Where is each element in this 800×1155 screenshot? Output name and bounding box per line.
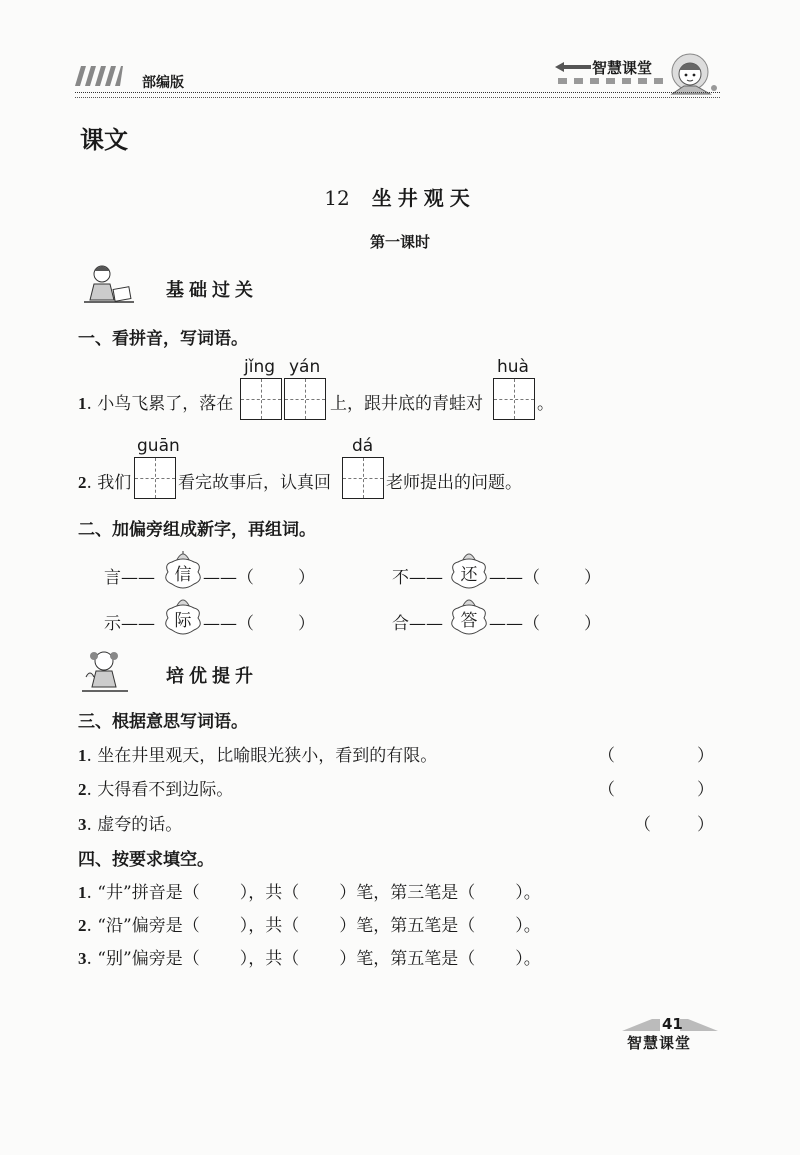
paren-open: （ bbox=[237, 568, 254, 588]
q3-num-1: 1 bbox=[78, 746, 87, 765]
badge-advanced: 培优提升 bbox=[166, 666, 258, 687]
q2-base-1: 言 bbox=[104, 568, 121, 588]
q2-char-1: 信 bbox=[174, 565, 192, 585]
q2-base-2: 不 bbox=[392, 568, 409, 588]
q3-text-2: . 大得看不到边际。 bbox=[86, 780, 234, 800]
badge-basic: 基础过关 bbox=[166, 280, 258, 301]
mascot-girl-icon bbox=[662, 50, 722, 96]
q3-item-3 bbox=[78, 810, 182, 835]
lesson-title bbox=[0, 182, 800, 211]
paren-open: （ bbox=[598, 780, 615, 800]
q4-num-1: 1 bbox=[78, 883, 87, 902]
pinyin-guan: guān bbox=[137, 436, 180, 456]
q3-answer-1[interactable] bbox=[598, 741, 714, 766]
q2-char-2: 还 bbox=[460, 565, 478, 585]
header-rule bbox=[75, 92, 720, 93]
paren-close: ） bbox=[584, 614, 601, 634]
q4-2a: . “沿”偏旁是（ bbox=[86, 916, 200, 936]
q1-s1-text-c: 。 bbox=[537, 394, 554, 414]
q3-num-2: 2 bbox=[78, 780, 87, 799]
paren-close: ） bbox=[697, 746, 714, 766]
q2-item-3 bbox=[104, 609, 155, 634]
q3-answer-2[interactable] bbox=[598, 775, 714, 800]
page-number: 41 bbox=[662, 1015, 683, 1033]
header-dashes bbox=[558, 77, 673, 85]
q3-answer-3[interactable] bbox=[634, 810, 714, 835]
q4-1c: ）笔，第三笔是（ bbox=[339, 883, 476, 903]
q4-2c: ）笔，第五笔是（ bbox=[339, 916, 476, 936]
q3-num-3: 3 bbox=[78, 815, 87, 834]
q2-dash-2b: —— bbox=[489, 568, 523, 588]
write-box-jing[interactable] bbox=[240, 378, 282, 420]
q2-base-3: 示 bbox=[104, 614, 121, 634]
paren-open: （ bbox=[523, 568, 540, 588]
q1-s1-part1 bbox=[78, 389, 233, 414]
write-box-yan[interactable] bbox=[284, 378, 326, 420]
footer-brand: 智慧课堂 bbox=[627, 1034, 692, 1052]
header-stripes bbox=[75, 66, 123, 86]
pinyin-hua: huà bbox=[497, 357, 529, 377]
flower-badge-1 bbox=[160, 548, 206, 594]
q2-dash-2a: —— bbox=[409, 568, 443, 588]
q3-text-3: . 虚夸的话。 bbox=[86, 815, 183, 835]
paren-close: ） bbox=[697, 780, 714, 800]
pinyin-yan: yán bbox=[289, 357, 321, 377]
q2-dash-1a: —— bbox=[121, 568, 155, 588]
reading-girl-icon bbox=[80, 647, 130, 695]
q2-dash-3a: —— bbox=[121, 614, 155, 634]
lesson-period: 第一课时 bbox=[369, 233, 430, 251]
q1-s2-num: 2 bbox=[78, 473, 87, 492]
paren-close: ） bbox=[697, 815, 714, 835]
q1-title: 一、看拼音，写词语。 bbox=[78, 329, 248, 349]
q2-dash-4a: —— bbox=[409, 614, 443, 634]
section-title: 课文 bbox=[80, 126, 128, 154]
q1-s1-text-a: . 小鸟飞累了，落在 bbox=[86, 394, 234, 414]
q2-item-4 bbox=[392, 609, 443, 634]
q4-3b: ），共（ bbox=[239, 949, 300, 969]
q2-item-2 bbox=[392, 563, 443, 588]
q2-title: 二、加偏旁组成新字，再组词。 bbox=[78, 520, 316, 540]
q2-answer-1[interactable] bbox=[203, 563, 315, 588]
write-box-da[interactable] bbox=[342, 457, 384, 499]
paren-close: ） bbox=[298, 614, 315, 634]
q4-2b: ），共（ bbox=[239, 916, 300, 936]
header-rule-2 bbox=[75, 97, 720, 98]
q2-dash-3b: —— bbox=[203, 614, 237, 634]
flower-badge-3 bbox=[160, 594, 206, 640]
q4-1b: ），共（ bbox=[239, 883, 300, 903]
q4-2d: ）。 bbox=[515, 916, 541, 936]
q1-s2-text-c: 老师提出的问题。 bbox=[386, 473, 522, 493]
q4-3a: . “别”偏旁是（ bbox=[86, 949, 200, 969]
q2-base-4: 合 bbox=[392, 614, 409, 634]
header-brand: 智慧课堂 bbox=[592, 59, 653, 77]
q3-item-2 bbox=[78, 775, 233, 800]
q2-dash-1b: —— bbox=[203, 568, 237, 588]
flower-badge-4 bbox=[446, 594, 492, 640]
paren-open: （ bbox=[523, 614, 540, 634]
q4-3c: ）笔，第五笔是（ bbox=[339, 949, 476, 969]
q2-char-3: 际 bbox=[174, 611, 192, 631]
writing-boy-icon bbox=[80, 262, 136, 308]
edition-label: 部编版 bbox=[142, 75, 184, 91]
q1-s2-text-a: . 我们 bbox=[86, 473, 132, 493]
q4-item-2[interactable] bbox=[78, 911, 541, 936]
q4-3d: ）。 bbox=[515, 949, 541, 969]
paren-close: ） bbox=[298, 568, 315, 588]
q1-s1-num: 1 bbox=[78, 394, 87, 413]
q4-1d: ）。 bbox=[515, 883, 541, 903]
paren-close: ） bbox=[584, 568, 601, 588]
q3-item-1 bbox=[78, 741, 437, 766]
q4-title: 四、按要求填空。 bbox=[78, 850, 214, 870]
q1-s2-part1 bbox=[78, 468, 131, 493]
q2-answer-3[interactable] bbox=[203, 609, 315, 634]
q3-title: 三、根据意思写词语。 bbox=[78, 712, 248, 732]
pinyin-da: dá bbox=[352, 436, 374, 456]
paren-open: （ bbox=[634, 815, 651, 835]
q1-s1-text-b: 上，跟井底的青蛙对 bbox=[330, 394, 483, 414]
q4-1a: . “井”拼音是（ bbox=[86, 883, 200, 903]
q2-answer-2[interactable] bbox=[489, 563, 601, 588]
q2-dash-4b: —— bbox=[489, 614, 523, 634]
write-box-hua[interactable] bbox=[493, 378, 535, 420]
q4-num-2: 2 bbox=[78, 916, 87, 935]
paren-open: （ bbox=[237, 614, 254, 634]
q4-item-3[interactable] bbox=[78, 944, 541, 969]
q2-char-4: 答 bbox=[460, 611, 478, 631]
lesson-number: 12 bbox=[324, 186, 350, 210]
write-box-guan[interactable] bbox=[134, 457, 176, 499]
q2-answer-4[interactable] bbox=[489, 609, 601, 634]
q1-s2-text-b: 看完故事后，认真回 bbox=[178, 473, 331, 493]
q4-item-1[interactable] bbox=[78, 878, 541, 903]
paren-open: （ bbox=[598, 746, 615, 766]
pinyin-jing: jǐng bbox=[244, 357, 276, 377]
flower-badge-2 bbox=[446, 548, 492, 594]
q4-num-3: 3 bbox=[78, 949, 87, 968]
q2-item-1 bbox=[104, 563, 155, 588]
arrow-icon bbox=[555, 60, 591, 74]
q3-text-1: . 坐在井里观天，比喻眼光狭小，看到的有限。 bbox=[86, 746, 438, 766]
lesson-name: 坐井观天 bbox=[371, 186, 476, 210]
